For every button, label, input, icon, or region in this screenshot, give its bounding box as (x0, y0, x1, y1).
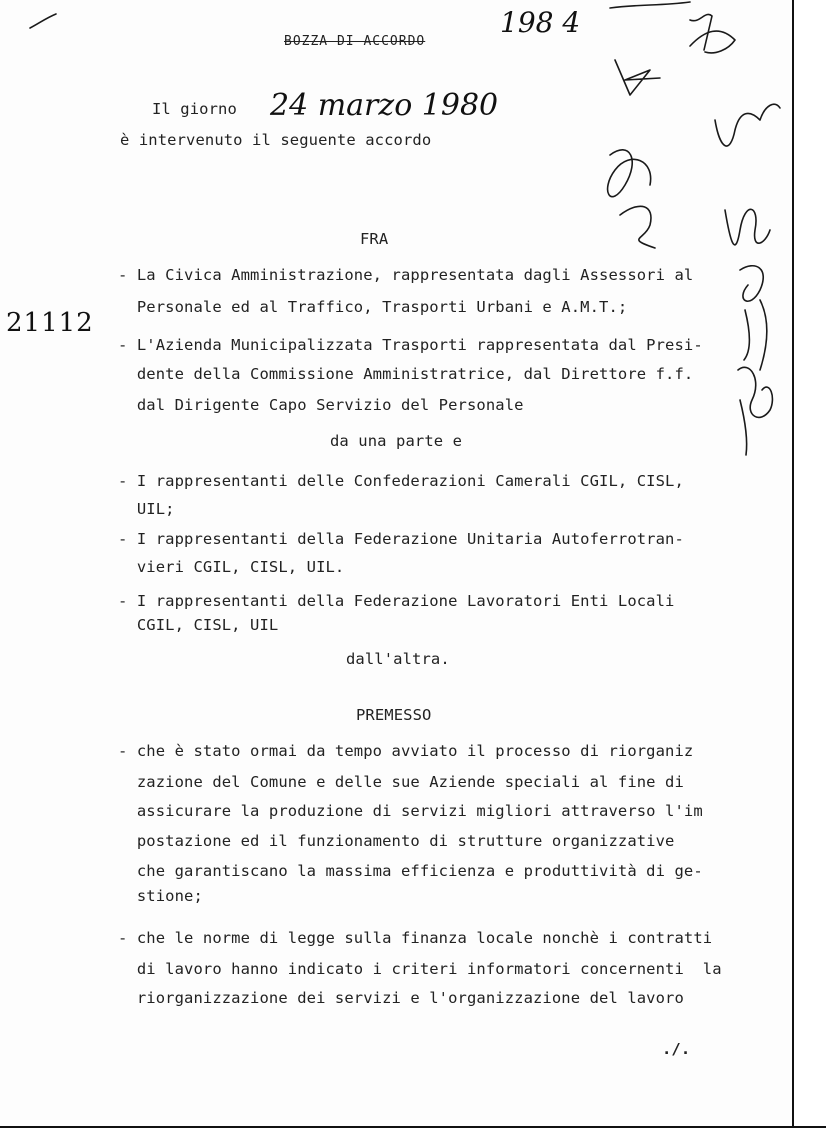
continuation-mark: ./. (662, 1040, 691, 1058)
scan-edge-bottom (0, 1126, 826, 1139)
premise-line: che garantiscano la massima efficienza e produttività di ge- (118, 862, 703, 880)
premise-line: - che è stato ormai da tempo avviato il processo di riorganiz (118, 742, 694, 760)
signature-stroke (740, 266, 763, 301)
premise-line: - che le norme di legge sulla finanza locale nonchè i contratti (118, 929, 713, 947)
party-b-line: - I rappresentanti della Federazione Unitaria Autoferrotran- (118, 530, 684, 548)
signature-stroke (715, 104, 780, 146)
document-title: BOZZA DI ACCORDO (284, 34, 426, 49)
party-b-line: - I rappresentanti della Federazione Lavoratori Enti Locali (118, 592, 675, 610)
handwritten-date: 24 marzo 1980 (270, 88, 499, 123)
party-b-line: UIL; (118, 500, 175, 518)
intro-line-1: Il giorno (152, 100, 237, 118)
party-a-line: dente della Commissione Amministratrice, dal Direttore f.f. (118, 365, 694, 383)
signature-stroke (620, 206, 655, 248)
premise-line: postazione ed il funzionamento di strutture organizzative (118, 832, 675, 850)
signature-stroke (610, 2, 690, 8)
section-heading-fra: FRA (360, 230, 389, 248)
margin-note: 21112 (6, 308, 94, 338)
party-b-line: CGIL, CISL, UIL (118, 616, 279, 634)
dall-altra: dall'altra. (346, 650, 450, 668)
party-b-line: vieri CGIL, CISL, UIL. (118, 558, 345, 576)
party-b-line: - I rappresentanti delle Confederazioni Camerali CGIL, CISL, (118, 472, 684, 490)
intro-line-2: è intervenuto il seguente accordo (120, 131, 432, 149)
party-a-line: - L'Azienda Municipalizzata Trasporti rappresentata dal Presi- (118, 336, 703, 354)
da-una-parte: da una parte e (330, 432, 463, 450)
premise-line: stione; (118, 887, 203, 905)
premise-line: zazione del Comune e delle sue Aziende speciali al fine di (118, 773, 684, 791)
signature-stroke (744, 300, 767, 370)
signature-stroke (608, 150, 651, 197)
handwritten-protocol-number: 198 4 (500, 6, 581, 39)
signature-stroke (690, 31, 735, 53)
scan-edge-right (792, 0, 826, 1137)
premise-line: di lavoro hanno indicato i criteri informatori concernenti la (118, 960, 722, 978)
signature-stroke (30, 14, 56, 28)
party-a-line: Personale ed al Traffico, Trasporti Urbani e A.M.T.; (118, 298, 628, 316)
premise-line: assicurare la produzione di servizi migliori attraverso l'im (118, 802, 703, 820)
premise-line: riorganizzazione dei servizi e l'organizzazione del lavoro (118, 989, 684, 1007)
party-a-line: - La Civica Amministrazione, rappresentata dagli Assessori al (118, 266, 694, 284)
signature-stroke (740, 400, 747, 455)
signature-stroke (615, 60, 660, 95)
signature-stroke (725, 209, 770, 245)
party-a-line: dal Dirigente Capo Servizio del Personale (118, 396, 524, 414)
signature-stroke (738, 367, 772, 417)
section-heading-premesso: PREMESSO (356, 706, 432, 724)
